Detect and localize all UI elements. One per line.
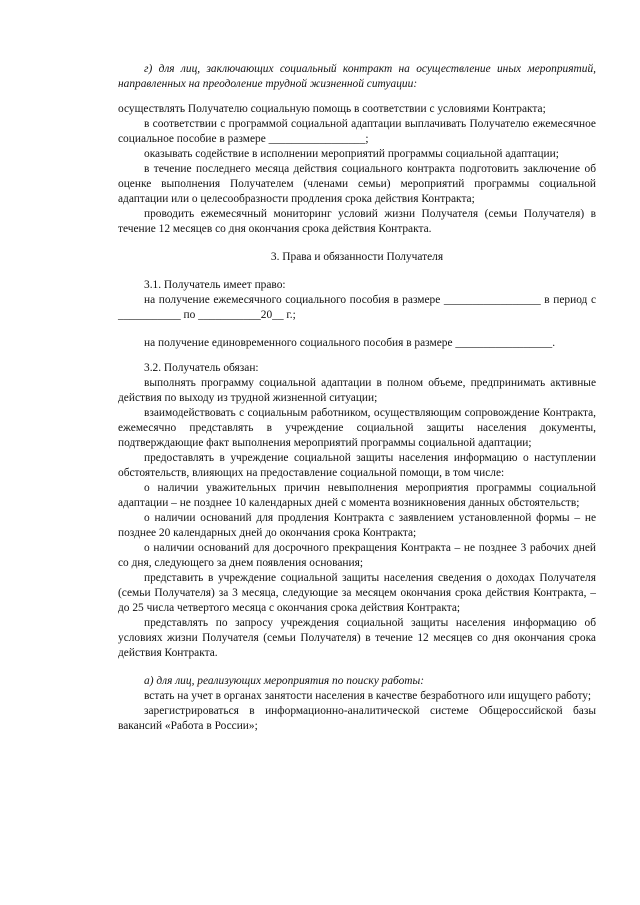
duties-item-3: предоставлять в учреждение социальной защиты населения информацию о наступлении обстоятельств, влияющих на предоставление социальной помощи, в том числе: xyxy=(118,452,596,479)
duties-heading: 3.2. Получатель обязан: xyxy=(144,362,259,374)
g-item-5: проводить ежемесячный мониторинг условий жизни Получателя (семьи Получателя) в течение 12 месяцев со дня окончания срока действия Контракта. xyxy=(118,208,596,235)
g-item-3: оказывать содействие в исполнении мероприятий программы социальной адаптации; xyxy=(144,148,559,160)
rights-item-2: на получение единовременного социального пособия в размере _________________. xyxy=(144,337,556,349)
rights-heading: 3.1. Получатель имеет право: xyxy=(144,279,286,291)
section-3-title: 3. Права и обязанности Получателя xyxy=(270,251,444,263)
a-item-2: зарегистрироваться в информационно-аналитической системе Общероссийской базы вакансий «Работа в России»; xyxy=(118,705,596,732)
duties-item-6: о наличии оснований для досрочного прекращения Контракта – не позднее 3 рабочих дней со дня, следующего за днем появления основания; xyxy=(118,542,596,569)
duties-item-8: представлять по запросу учреждения социальной защиты населения информацию об условиях жизни Получателя (семьи Получателя) в течение 12 месяцев со дня окончания срока действия Контракта. xyxy=(118,617,596,659)
duties-item-4: о наличии уважительных причин невыполнения мероприятия программы социальной адаптации – не позднее 10 календарных дней с момента возникновения данных обстоятельств; xyxy=(118,482,596,509)
g-item-2: в соответствии с программой социальной адаптации выплачивать Получателю ежемесячное социальное пособие в размере _________________; xyxy=(118,118,596,145)
a-item-1: встать на учет в органах занятости населения в качестве безработного или ищущего работу; xyxy=(144,690,592,702)
document-page xyxy=(118,62,596,734)
duties-item-7: представить в учреждение социальной защиты населения сведения о доходах Получателя (семьи Получателя) за 3 месяца, следующие за месяцем окончания срока действия Контракта, – до 25 числа четвертого месяца с окончания срока действия Контракта; xyxy=(118,572,596,614)
duties-item-1: выполнять программу социальной адаптации в полном объеме, предпринимать активные действия по выходу из трудной жизненной ситуации; xyxy=(118,377,596,404)
block-a-intro: а) для лиц, реализующих мероприятия по поиску работы: xyxy=(144,675,425,687)
duties-item-5: о наличии оснований для продления Контракта с заявлением установленной формы – не позднее 20 календарных дней до окончания срока Контракта; xyxy=(118,512,596,539)
g-item-1: осуществлять Получателю социальную помощь в соответствии с условиями Контракта; xyxy=(118,103,546,115)
rights-item-1: на получение ежемесячного социального пособия в размере _________________ в период с ___________ по ___________20__ г.; xyxy=(118,294,596,321)
g-item-4: в течение последнего месяца действия социального контракта подготовить заключение об оценке выполнения Получателем (членами семьи) мероприятий программы социальной адаптации или о целесообразности продления срока действия Контракта; xyxy=(118,163,596,205)
duties-item-2: взаимодействовать с социальным работником, осуществляющим сопровождение Контракта, ежемесячно представлять в учреждение социальной защиты населения документы, подтверждающие факт выполнения мероприятий программы социальной адаптации; xyxy=(118,407,596,449)
block-g-intro: г) для лиц, заключающих социальный контракт на осуществление иных мероприятий, направленных на преодоление трудной жизненной ситуации: xyxy=(118,63,596,90)
